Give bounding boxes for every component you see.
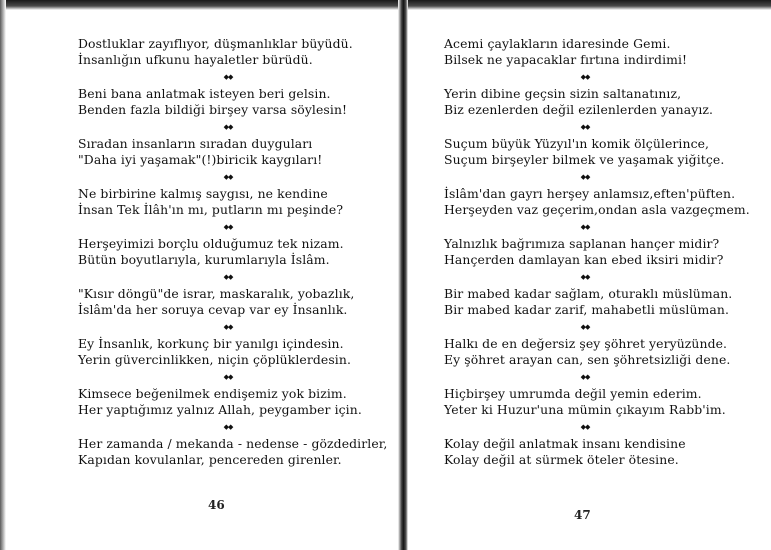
- verse-line: Yerin güvercinlikken, niçin çöplüklerdesin.: [78, 352, 351, 367]
- verse-line: Bir mabed kadar zarif, mahabetli müslüman.: [444, 302, 729, 317]
- verse-line: Biz ezenlerden değil ezilenlerden yanayız.: [444, 102, 714, 117]
- page-top-shadow: [0, 0, 771, 10]
- stanza-divider: ◆◆: [223, 223, 233, 231]
- stanza-divider: ◆◆: [580, 123, 590, 131]
- couplet: [444, 236, 744, 268]
- stanza-divider: ◆◆: [580, 173, 590, 181]
- couplet: [78, 336, 378, 368]
- stanza-divider: ◆◆: [223, 123, 233, 131]
- stanza-divider: ◆◆: [580, 73, 590, 81]
- couplet: [444, 286, 744, 318]
- couplet: [78, 436, 388, 468]
- couplet: [78, 386, 378, 418]
- verse-line: İnsanlığın ufkunu hayaletler bürüdü.: [78, 52, 313, 67]
- couplet: [444, 36, 744, 68]
- stanza-divider: ◆◆: [223, 373, 233, 381]
- stanza-divider: ◆◆: [223, 73, 233, 81]
- stanza-divider: ◆◆: [580, 423, 590, 431]
- stanza-divider: ◆◆: [223, 323, 233, 331]
- couplet: [78, 286, 378, 318]
- verse-line: Kolay değil anlatmak insanı kendisine: [444, 436, 686, 451]
- couplet: [78, 186, 378, 218]
- couplet: [444, 436, 744, 468]
- verse-line: Beni bana anlatmak isteyen beri gelsin.: [78, 86, 331, 101]
- stanza-divider: ◆◆: [223, 173, 233, 181]
- verse-line: Bütün boyutlarıyla, kurumlarıyla İslâm.: [78, 252, 330, 267]
- stanza-divider: ◆◆: [223, 423, 233, 431]
- verse-line: Yeter ki Huzur'una mümin çıkayım Rabb'im.: [444, 402, 726, 417]
- verse-line: İslâm'da her soruya cevap var ey İnsanlık.: [78, 302, 348, 317]
- verse-line: Halkı de en değersiz şey şöhret yeryüzünde.: [444, 336, 728, 351]
- couplet: [78, 236, 378, 268]
- verse-line: Kapıdan kovulanlar, pencereden girenler.: [78, 452, 342, 467]
- verse-line: Sıradan insanların sıradan duyguları: [78, 136, 313, 151]
- page-left-shadow: [0, 0, 6, 550]
- book-gutter: [398, 0, 408, 550]
- verse-line: Herşeyden vaz geçerim,ondan asla vazgeçmem.: [444, 202, 750, 217]
- left-page-number: 46: [208, 498, 225, 512]
- verse-line: Hançerden damlayan kan ebed iksiri midir?: [444, 252, 724, 267]
- verse-line: Her zamanda / mekanda - nedense - gözdedirler,: [78, 436, 388, 451]
- stanza-divider: ◆◆: [223, 273, 233, 281]
- verse-line: Acemi çaylakların idaresinde Gemi.: [444, 36, 671, 51]
- verse-line: "Daha iyi yaşamak"(!)biricik kaygıları!: [78, 152, 323, 167]
- verse-line: Yerin dibine geçsin sizin saltanatınız,: [444, 86, 682, 101]
- verse-line: İslâm'dan gayrı herşey anlamsız,eften'püften.: [444, 186, 736, 201]
- verse-line: "Kısır döngü"de israr, maskaralık, yobazlık,: [78, 286, 355, 301]
- verse-line: Ey İnsanlık, korkunç bir yanılgı içindesin.: [78, 336, 344, 351]
- stanza-divider: ◆◆: [580, 223, 590, 231]
- verse-line: Kimsece beğenilmek endişemiz yok bizim.: [78, 386, 347, 401]
- couplet: [444, 186, 750, 218]
- verse-line: Suçum birşeyler bilmek ve yaşamak yiğitçe.: [444, 152, 725, 167]
- verse-line: Herşeyimizi borçlu olduğumuz tek nizam.: [78, 236, 344, 251]
- couplet: [444, 136, 744, 168]
- couplet: [444, 86, 744, 118]
- right-page: [444, 36, 750, 468]
- verse-line: Yalnızlık bağrımıza saplanan hançer midir?: [444, 236, 720, 251]
- right-page-number: 47: [574, 508, 591, 522]
- couplet: [78, 36, 378, 68]
- verse-line: Suçum büyük Yüzyıl'ın komik ölçülerince,: [444, 136, 710, 151]
- verse-line: Ey şöhret arayan can, sen şöhretsizliği dene.: [444, 352, 731, 367]
- verse-line: Dostluklar zayıflıyor, düşmanlıklar büyüdü.: [78, 36, 353, 51]
- verse-line: Ne birbirine kalmış saygısı, ne kendine: [78, 186, 328, 201]
- verse-line: Bir mabed kadar sağlam, oturaklı müslüman.: [444, 286, 733, 301]
- stanza-divider: ◆◆: [580, 323, 590, 331]
- verse-line: Benden fazla bildiği birşey varsa söylesin!: [78, 102, 348, 117]
- couplet: [78, 86, 378, 118]
- couplet: [444, 336, 744, 368]
- left-page: [78, 36, 388, 468]
- couplet: [78, 136, 378, 168]
- verse-line: Hiçbirşey umrumda değil yemin ederim.: [444, 386, 702, 401]
- verse-line: Her yaptığımız yalnız Allah, peygamber için.: [78, 402, 362, 417]
- verse-line: İnsan Tek İlâh'ın mı, putların mı peşinde?: [78, 202, 344, 217]
- verse-line: Bilsek ne yapacaklar fırtına indirdimi!: [444, 52, 688, 67]
- couplet: [444, 386, 744, 418]
- stanza-divider: ◆◆: [580, 273, 590, 281]
- verse-line: Kolay değil at sürmek öteler ötesine.: [444, 452, 679, 467]
- stanza-divider: ◆◆: [580, 373, 590, 381]
